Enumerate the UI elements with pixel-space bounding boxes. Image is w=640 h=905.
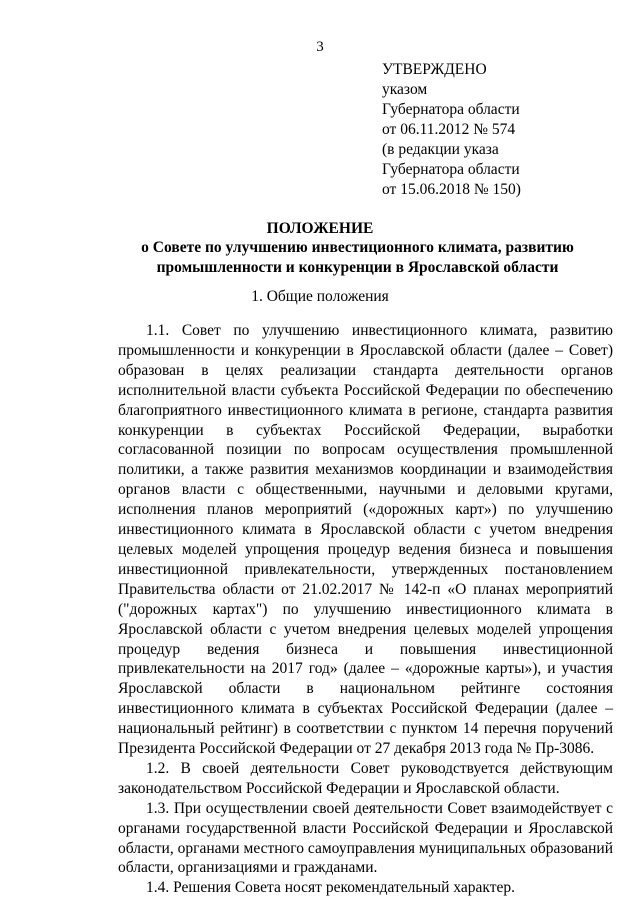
- approval-stamp: [382, 60, 521, 200]
- page-number: 3: [316, 39, 324, 55]
- document-body: [118, 321, 613, 898]
- approval-line: Губернатора области: [382, 161, 520, 178]
- approval-line: от 15.06.2018 № 150): [382, 181, 521, 198]
- section-heading: 1. Общие положения: [251, 288, 389, 305]
- document-subtitle: о Совете по улучшению инвестиционного климата, развитию промышленности и конкуренции в Ярославской области: [141, 239, 574, 276]
- paragraph: 1.2. В своей деятельности Совет руководствуется действующим законодательством Российской Федерации и Ярославской области.: [118, 759, 613, 797]
- paragraph: 1.3. При осуществлении своей деятельности Совет взаимодействует с органами государственной власти Российской Федерации и Ярославской области, органами местного самоуправления муниципальных образований области, организациями и гражданами.: [118, 799, 613, 877]
- approval-line: (в редакции указа: [382, 141, 499, 158]
- approval-line: указом: [382, 81, 428, 98]
- paragraph: 1.4. Решения Совета носят рекомендательный характер.: [146, 879, 516, 897]
- paragraph: 1.1. Совет по улучшению инвестиционного климата, развитию промышленности и конкуренции в Ярославской области (далее – Совет) образован в целях реализации стандарта деятельности органов исполнительной власти субъекта Российской Федерации по обеспечению благоприятного инвестиционного климата в регионе, стандарта развития конкуренции в субъектах Российской Федерации, выработки согласованной позиции по вопросам осуществления промышленной политики, а также развития механизмов координации и взаимодействия органов власти с общественными, научными и деловыми кругами, исполнения планов мероприятий («дорожных карт») по улучшению инвестиционного климата в Ярославской области с учетом внедрения целевых моделей упрощения процедур ведения бизнеса и повышения инвестиционной привлекательности, утвержденных постановлением Правительства области от 21.02.2017 № 142-п «О планах мероприятий ("дорожных картах") по улучшению инвестиционного климата в Ярославской области с учетом внедрения целевых моделей упрощения процедур ведения бизнеса и повышения инвестиционной привлекательности на 2017 год» (далее – «дорожные карты»), и участия Ярославской области в национальном рейтинге состояния инвестиционного климата в субъектах Российской Федерации (далее – национальный рейтинг) в соответствии с пунктом 14 перечня поручений Президента Российской Федерации от 27 декабря 2013 года № Пр-3086.: [118, 322, 613, 758]
- approval-line: Губернатора области: [382, 101, 520, 118]
- approval-line: УТВЕРЖДЕНО: [382, 61, 487, 78]
- approval-line: от 06.11.2012 № 574: [382, 121, 516, 138]
- document-title: ПОЛОЖЕНИЕ: [266, 220, 374, 237]
